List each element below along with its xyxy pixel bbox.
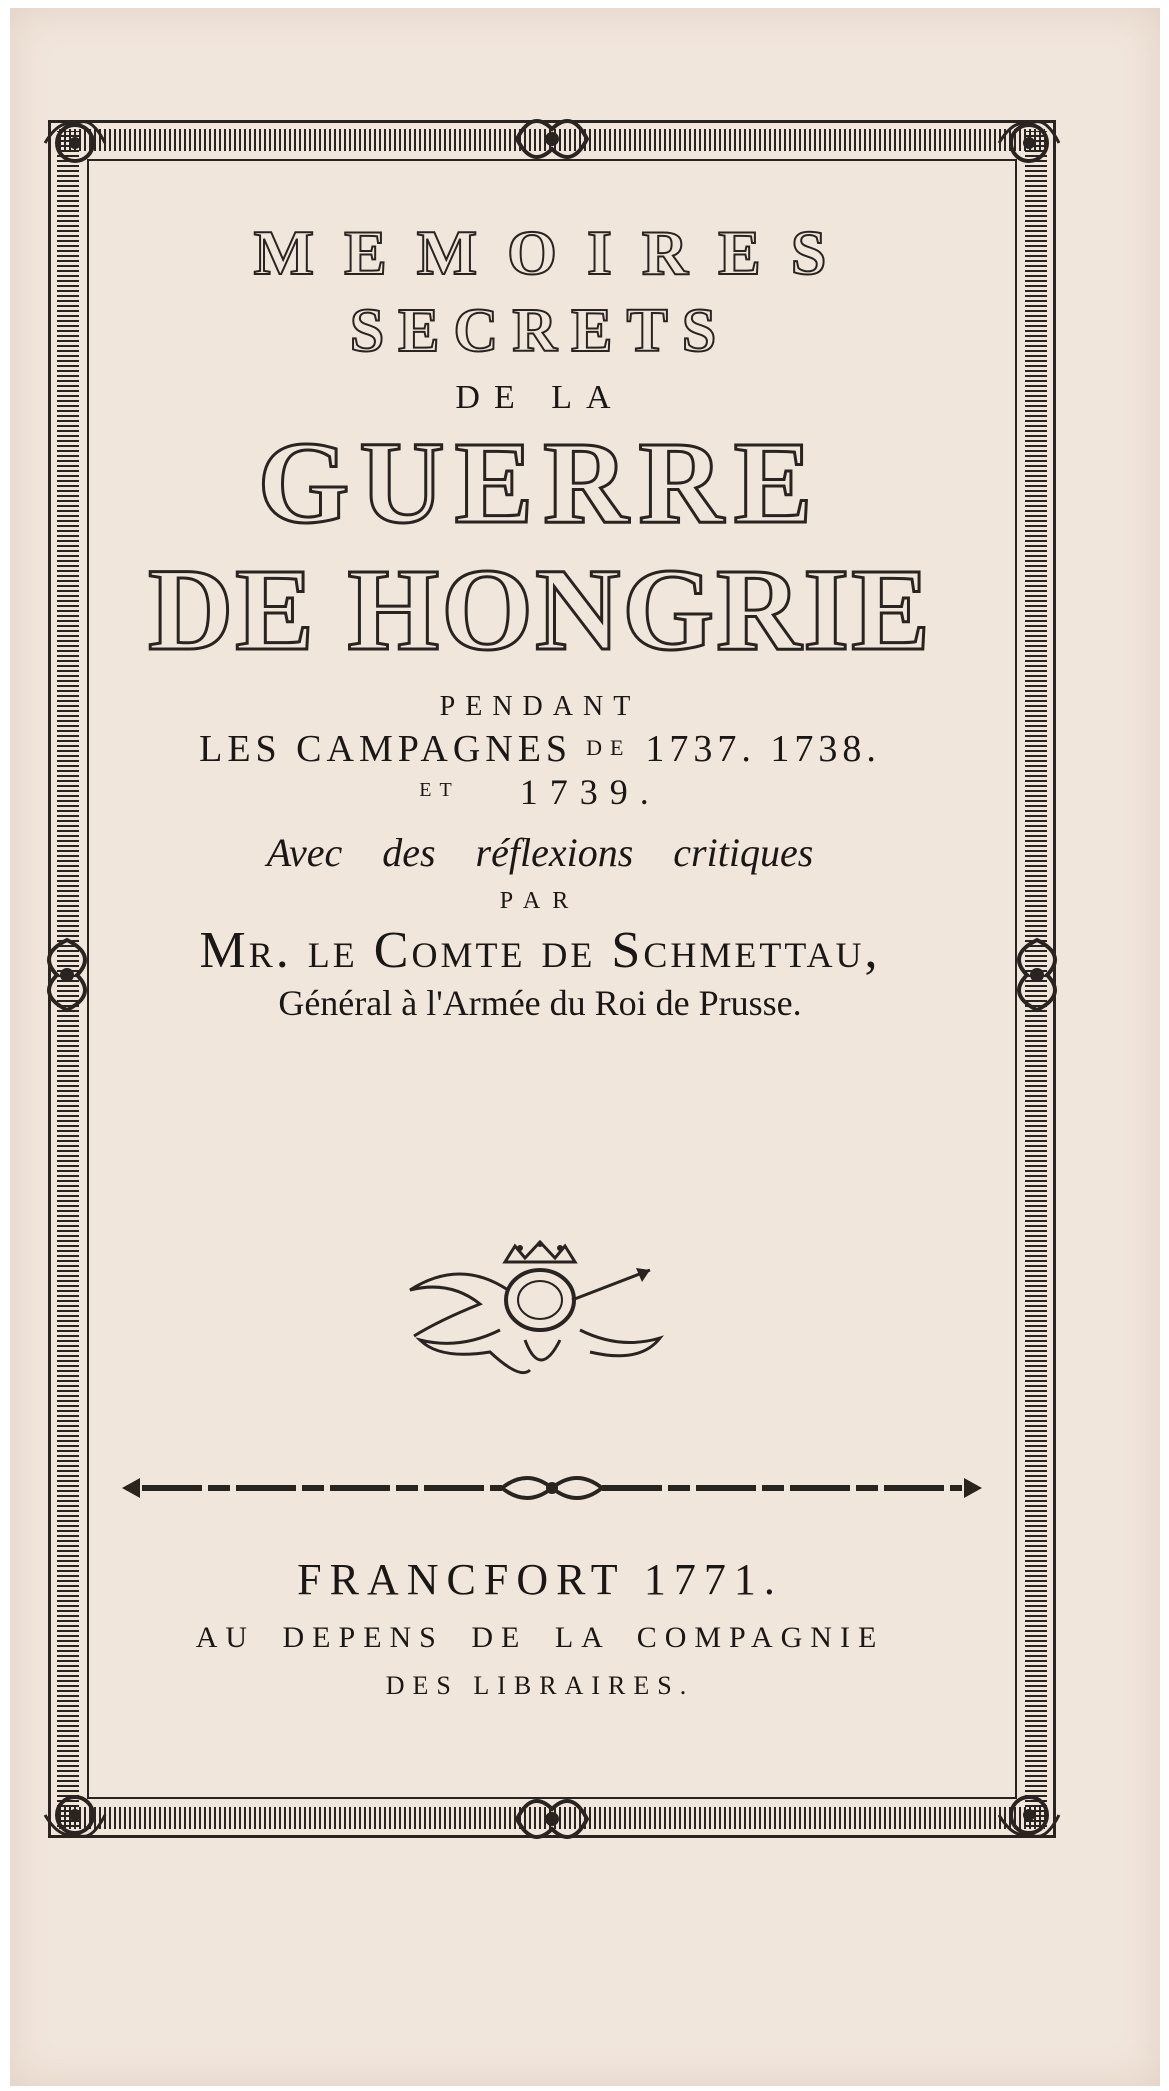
top-center-flourish-icon xyxy=(512,99,592,179)
author-title: Général à l'Armée du Roi de Prusse. xyxy=(278,983,802,1023)
et-word: ET xyxy=(419,779,460,801)
corner-flourish-icon xyxy=(35,1775,115,1855)
subtitle-et-1739 xyxy=(90,771,990,813)
title-memoires: MEMOIRES xyxy=(253,217,857,288)
subtitle-campagnes xyxy=(90,727,990,771)
title-de-la: DE LA xyxy=(455,379,625,416)
subtitle-pendant: PENDANT xyxy=(439,691,641,722)
title-guerre: GUERRE xyxy=(257,417,823,548)
title-de-hongrie: DE HONGRIE xyxy=(148,544,932,675)
right-center-flourish-icon xyxy=(997,935,1077,1015)
bottom-center-flourish-icon xyxy=(512,1779,592,1859)
imprint-publisher-line2: DES LIBRAIRES. xyxy=(385,1671,695,1700)
campagnes-prefix: LES CAMPAGNES xyxy=(199,728,573,770)
crown-cartouche-ornament-icon xyxy=(400,1240,690,1390)
imprint-publisher-line1: AU DEPENS DE LA COMPAGNIE xyxy=(195,1621,885,1654)
byline-par: PAR xyxy=(499,888,581,914)
title-secrets: SECRETS xyxy=(349,297,731,365)
campagnes-years: 1737. 1738. xyxy=(645,728,881,770)
author-name: Mr. le Comte de Schmettau, xyxy=(199,922,881,979)
corner-flourish-icon xyxy=(989,1775,1069,1855)
corner-flourish-icon xyxy=(35,103,115,183)
subtitle-reflexions: Avec des réflexions critiques xyxy=(266,830,814,875)
corner-flourish-icon xyxy=(989,103,1069,183)
imprint-block xyxy=(90,1554,990,1701)
title-block xyxy=(90,198,990,1024)
decorative-rule-icon xyxy=(122,1468,982,1508)
imprint-place-date: FRANCFORT 1771. xyxy=(297,1555,783,1604)
title-page xyxy=(10,8,1160,2086)
year-1739: 1739. xyxy=(519,772,661,812)
campagnes-de: DE xyxy=(586,735,632,760)
